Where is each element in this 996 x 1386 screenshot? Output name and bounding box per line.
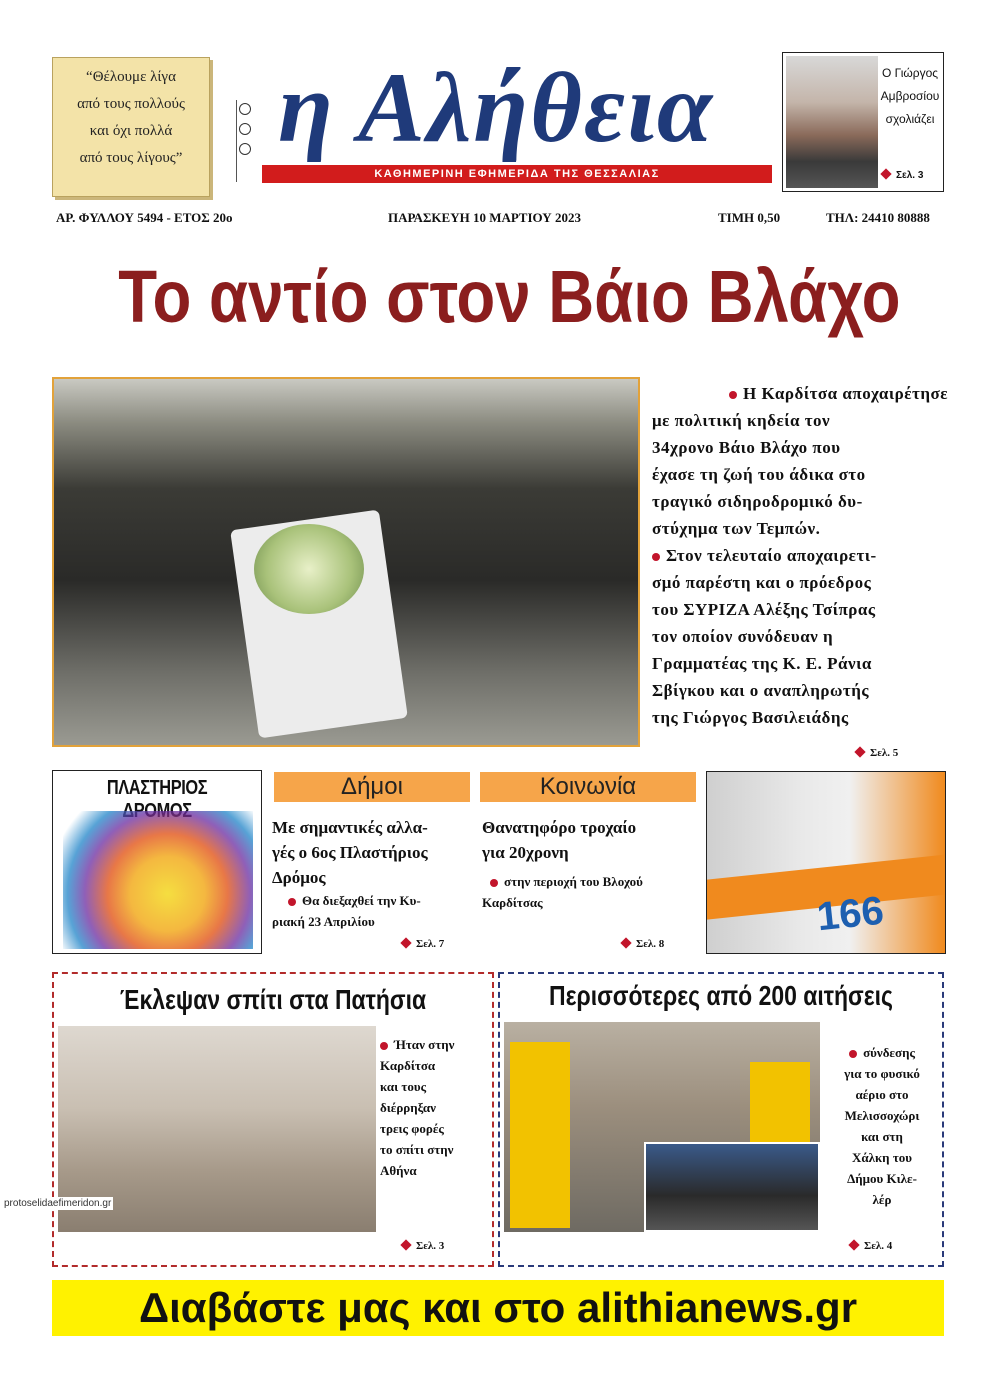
story-line: Ήταν στην (394, 1037, 455, 1052)
masthead-subtitle: ΚΑΘΗΜΕΡΙΝΗ ΕΦΗΜΕΡΙΔΑ ΤΗΣ ΘΕΣΣΑΛΙΑΣ (262, 165, 772, 183)
price: ΤΙΜΗ 0,50 (718, 210, 781, 225)
story-line: και στη (861, 1129, 903, 1144)
story-line: Μελισσοχώρι (844, 1108, 920, 1123)
funeral-photo (52, 377, 640, 747)
bullet-icon (849, 1050, 857, 1058)
story-line: σύνδεσης (863, 1045, 915, 1060)
story-headline: Δρόμος (272, 868, 326, 887)
story-line: Γραμματέας της Κ. Ε. Ράνια (652, 654, 872, 673)
ambulance-photo (706, 771, 946, 954)
story-headline: Θανατηφόρο τροχαίο (482, 818, 637, 837)
story-line: τον οποίον συνόδευαν η (652, 627, 834, 646)
diamond-icon (400, 1239, 411, 1250)
story-line: Αθήνα (380, 1163, 417, 1178)
section-tag-dimoi[interactable]: Δήμοι (274, 772, 470, 802)
koinonia-story[interactable] (482, 815, 692, 913)
diamond-icon (880, 168, 891, 179)
story-line: σμό παρέστη και ο πρόεδρος (652, 573, 872, 592)
page-ref-label: Σελ. 4 (864, 1240, 893, 1252)
story-subline: Θα διεξαχθεί την Κυ- (302, 893, 421, 908)
page-ref-label: Σελ. 7 (416, 938, 445, 950)
columnist-text (880, 62, 940, 131)
main-headline[interactable]: Το αντίο στον Βάιο Βλάχο (118, 255, 901, 338)
gas-title: Περισσότερες από 200 αιτήσεις (549, 980, 893, 1011)
page-ref-label: Σελ. 8 (636, 938, 665, 950)
story-line: του ΣΥΡΙΖΑ Αλέξης Τσίπρας (652, 600, 876, 619)
koinonia-page-ref[interactable] (622, 938, 664, 950)
patisia-page-ref[interactable] (402, 1240, 444, 1252)
columnist-photo (786, 56, 878, 188)
story-subline: Καρδίτσας (482, 895, 543, 910)
story-headline: Με σημαντικές αλλα- (272, 818, 428, 837)
flowers-shape (254, 524, 364, 614)
story-line: Καρδίτσα (380, 1058, 436, 1073)
motto-line: “Θέλουμε λίγα (86, 69, 176, 85)
main-story-text (652, 380, 948, 731)
diamond-icon (854, 746, 865, 757)
columnist-line: Ο Γιώργος (881, 66, 939, 80)
plastirios-title: ΠΛΑΣΤΗΡΙΟΣ (106, 777, 208, 799)
masthead-title[interactable]: η Αλήθεια (278, 52, 715, 163)
certification-badges (236, 100, 253, 182)
story-line: Η Καρδίτσα αποχαιρέτησε (743, 384, 948, 403)
crowd-inset (644, 1142, 820, 1232)
plastirios-promo[interactable] (52, 770, 262, 954)
patisia-title: Έκλεψαν σπίτι στα Πατήσια (119, 984, 427, 1015)
motto-line: και όχι πολλά (89, 123, 173, 139)
motto-line: από τους πολλούς (77, 96, 185, 112)
story-line: έχασε τη ζωή του άδικα στο (652, 465, 866, 484)
story-subline: στην περιοχή του Βλοχού (504, 874, 643, 889)
patisia-text (380, 1034, 490, 1181)
runners-illustration (63, 811, 253, 949)
dimoi-page-ref[interactable] (402, 938, 444, 950)
story-line: λέρ (872, 1192, 892, 1207)
story-line: για το φυσικό (844, 1066, 920, 1081)
story-line: με πολιτική κηδεία τον (652, 411, 831, 430)
diamond-icon (400, 937, 411, 948)
page-ref-label: Σελ. 5 (870, 747, 899, 759)
lion-banner (510, 1042, 570, 1228)
gas-text (822, 1042, 942, 1210)
story-line: τραγικό σιδηροδρομικό δυ- (652, 492, 863, 511)
story-line: 34χρονο Βάιο Βλάχο που (652, 438, 841, 457)
bullet-icon (652, 553, 660, 561)
story-line: Στον τελευταίο αποχαιρετι- (666, 546, 877, 565)
bullet-icon (490, 879, 498, 887)
story-headline: για 20χρονη (482, 843, 569, 862)
diamond-icon (620, 937, 631, 948)
phone: ΤΗΛ: 24410 80888 (826, 210, 930, 225)
watermark: protoselidaefimeridon.gr (4, 1198, 112, 1209)
diamond-icon (848, 1239, 859, 1250)
bullet-icon (288, 898, 296, 906)
columnist-line: σχολιάζει (885, 112, 935, 126)
issue-date: ΠΑΡΑΣΚΕΥΗ 10 ΜΑΡΤΙΟΥ 2023 (388, 210, 581, 225)
story-line: το σπίτι στην (380, 1142, 454, 1157)
story-line: Δήμου Κιλε- (847, 1171, 917, 1186)
story-line: αέριο στο (855, 1087, 909, 1102)
gas-page-ref[interactable] (850, 1240, 892, 1252)
event-photo (504, 1022, 820, 1232)
page-ref-label: Σελ. 3 (896, 170, 924, 181)
bullet-icon (729, 391, 737, 399)
story-line: Σβίγκου και ο αναπληρωτής (652, 681, 870, 700)
story-line: στύχημα των Τεμπών. (652, 519, 821, 538)
ambulance-number: 166 (814, 888, 886, 940)
dimoi-story[interactable] (272, 815, 472, 932)
story-subline: ριακή 23 Απριλίου (272, 914, 375, 929)
columnist-page-ref[interactable] (882, 170, 923, 181)
website-banner[interactable]: Διαβάστε μας και στο alithianews.gr (52, 1280, 944, 1336)
motto-line: από τους λίγους” (79, 150, 183, 166)
issue-number: ΑΡ. ΦΥΛΛΟΥ 5494 - ΕΤΟΣ 20ο (56, 210, 233, 225)
main-page-ref[interactable] (856, 747, 898, 759)
story-line: της Γιώργος Βασιλειάδης (652, 708, 849, 727)
story-line: Χάλκη του (851, 1150, 913, 1165)
story-headline: γές ο 6ος Πλαστήριος (272, 843, 428, 862)
section-tag-koinonia[interactable]: Κοινωνία (480, 772, 696, 802)
story-line: διέρρηξαν (380, 1100, 436, 1115)
columnist-line: Αμβροσίου (880, 89, 940, 103)
page-ref-label: Σελ. 3 (416, 1240, 445, 1252)
story-line: και τους (380, 1079, 427, 1094)
bullet-icon (380, 1042, 388, 1050)
motto-box (52, 57, 210, 197)
story-line: τρεις φορές (380, 1121, 444, 1136)
